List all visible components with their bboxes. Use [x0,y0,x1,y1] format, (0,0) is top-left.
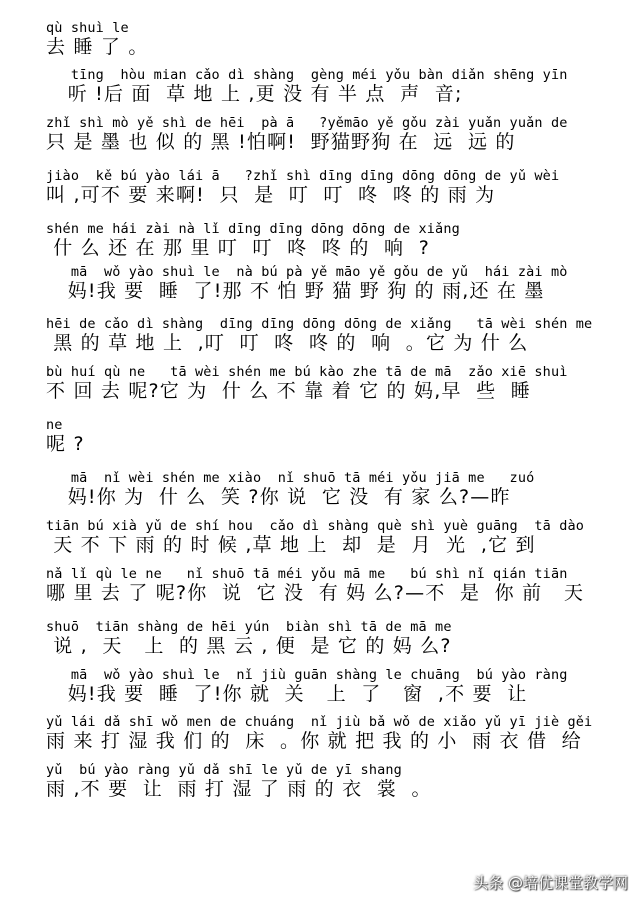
pinyin-line: ne [46,417,63,433]
pinyin-line: hēi de cǎo dì shàng dīng dīng dōng dōng de xiǎng tā wèi shén me [46,316,593,332]
hanzi-line: 不 回 去 呢?它 为 什 么 不 靠 着 它 的 妈,早 些 睡 [46,380,531,402]
pinyin-line: shén me hái zài nà lǐ dīng dīng dōng dōng de xiǎng [46,221,460,237]
hanzi-line: 天 不 下 雨 的 时 候 ,草 地 上 却 是 月 光 ,它 到 [46,534,536,556]
pinyin-line: zhǐ shì mò yě shì de hēi pà ā ?yěmāo yě gǒu zài yuǎn yuǎn de [46,115,568,131]
pinyin-line: tiān bú xià yǔ de shí hou cǎo dì shàng què shì yuè guāng tā dào [46,518,585,534]
hanzi-line: 雨 ,不 要 让 雨 打 湿 了 雨 的 衣 裳 。 [46,778,432,800]
pinyin-line: yǔ bú yào ràng yǔ dǎ shī le yǔ de yī shang [46,762,402,778]
watermark: 头条 @培优课堂教学网 [473,874,628,892]
pinyin-line: mā wǒ yào shuì le nǐ jiù guān shàng le chuāng bú yào ràng [46,667,568,683]
hanzi-line: 什 么 还 在 那 里 叮 叮 咚 咚 的 响 ? [46,237,430,259]
hanzi-line: 妈!我 要 睡 了!那 不 怕 野 猫 野 狗 的 雨,还 在 墨 [46,280,545,302]
pinyin-line: shuō tiān shàng de hēi yún biàn shì tā de mā me [46,619,452,635]
hanzi-line: 妈!我 要 睡 了!你 就 关 上 了 窗 ,不 要 让 [46,683,528,705]
pinyin-line: qù shuì le [46,20,129,36]
hanzi-line: 呢 ? [46,433,85,455]
hanzi-line: 说 , 天 上 的 黑 云 , 便 是 它 的 妈 么? [46,635,452,657]
hanzi-line: 哪 里 去 了 呢?你 说 它 没 有 妈 么?—不 是 你 前 天 [46,582,585,604]
pinyin-line: tīng hòu mian cǎo dì shàng gèng méi yǒu bàn diǎn shēng yīn [46,67,568,83]
hanzi-line: 妈!你 为 什 么 笑 ?你 说 它 没 有 家 么?—昨 [46,486,511,508]
hanzi-line: 黑 的 草 地 上 ,叮 叮 咚 咚 的 响 。它 为 什 么 [46,332,529,354]
hanzi-line: 听 !后 面 草 地 上 ,更 没 有 半 点 声 音; [46,83,463,105]
hanzi-line: 去 睡 了 。 [46,36,149,58]
pinyin-line: mā nǐ wèi shén me xiào nǐ shuō tā méi yǒu jiā me zuó [46,470,535,486]
hanzi-line: 雨 来 打 湿 我 们 的 床 。你 就 把 我 的 小 雨 衣 借 给 [46,730,582,752]
pinyin-line: yǔ lái dǎ shī wǒ men de chuáng nǐ jiù bǎ wǒ de xiǎo yǔ yī jiè gěi [46,714,593,730]
pinyin-line: mā wǒ yào shuì le nà bú pà yě māo yě gǒu de yǔ hái zài mò [46,264,568,280]
hanzi-line: 只 是 墨 也 似 的 黑 !怕啊! 野猫野狗 在 远 远 的 [46,131,516,153]
pinyin-line: jiào kě bú yào lái ā ?zhǐ shì dīng dīng dōng dōng de yǔ wèi [46,168,560,184]
pinyin-line: nǎ lǐ qù le ne nǐ shuō tā méi yǒu mā me bú shì nǐ qián tiān [46,566,568,582]
pinyin-line: bù huí qù ne tā wèi shén me bú kào zhe tā de mā zǎo xiē shuì [46,364,568,380]
hanzi-line: 叫 ,可不 要 来啊! 只 是 叮 叮 咚 咚 的 雨 为 [46,184,496,206]
